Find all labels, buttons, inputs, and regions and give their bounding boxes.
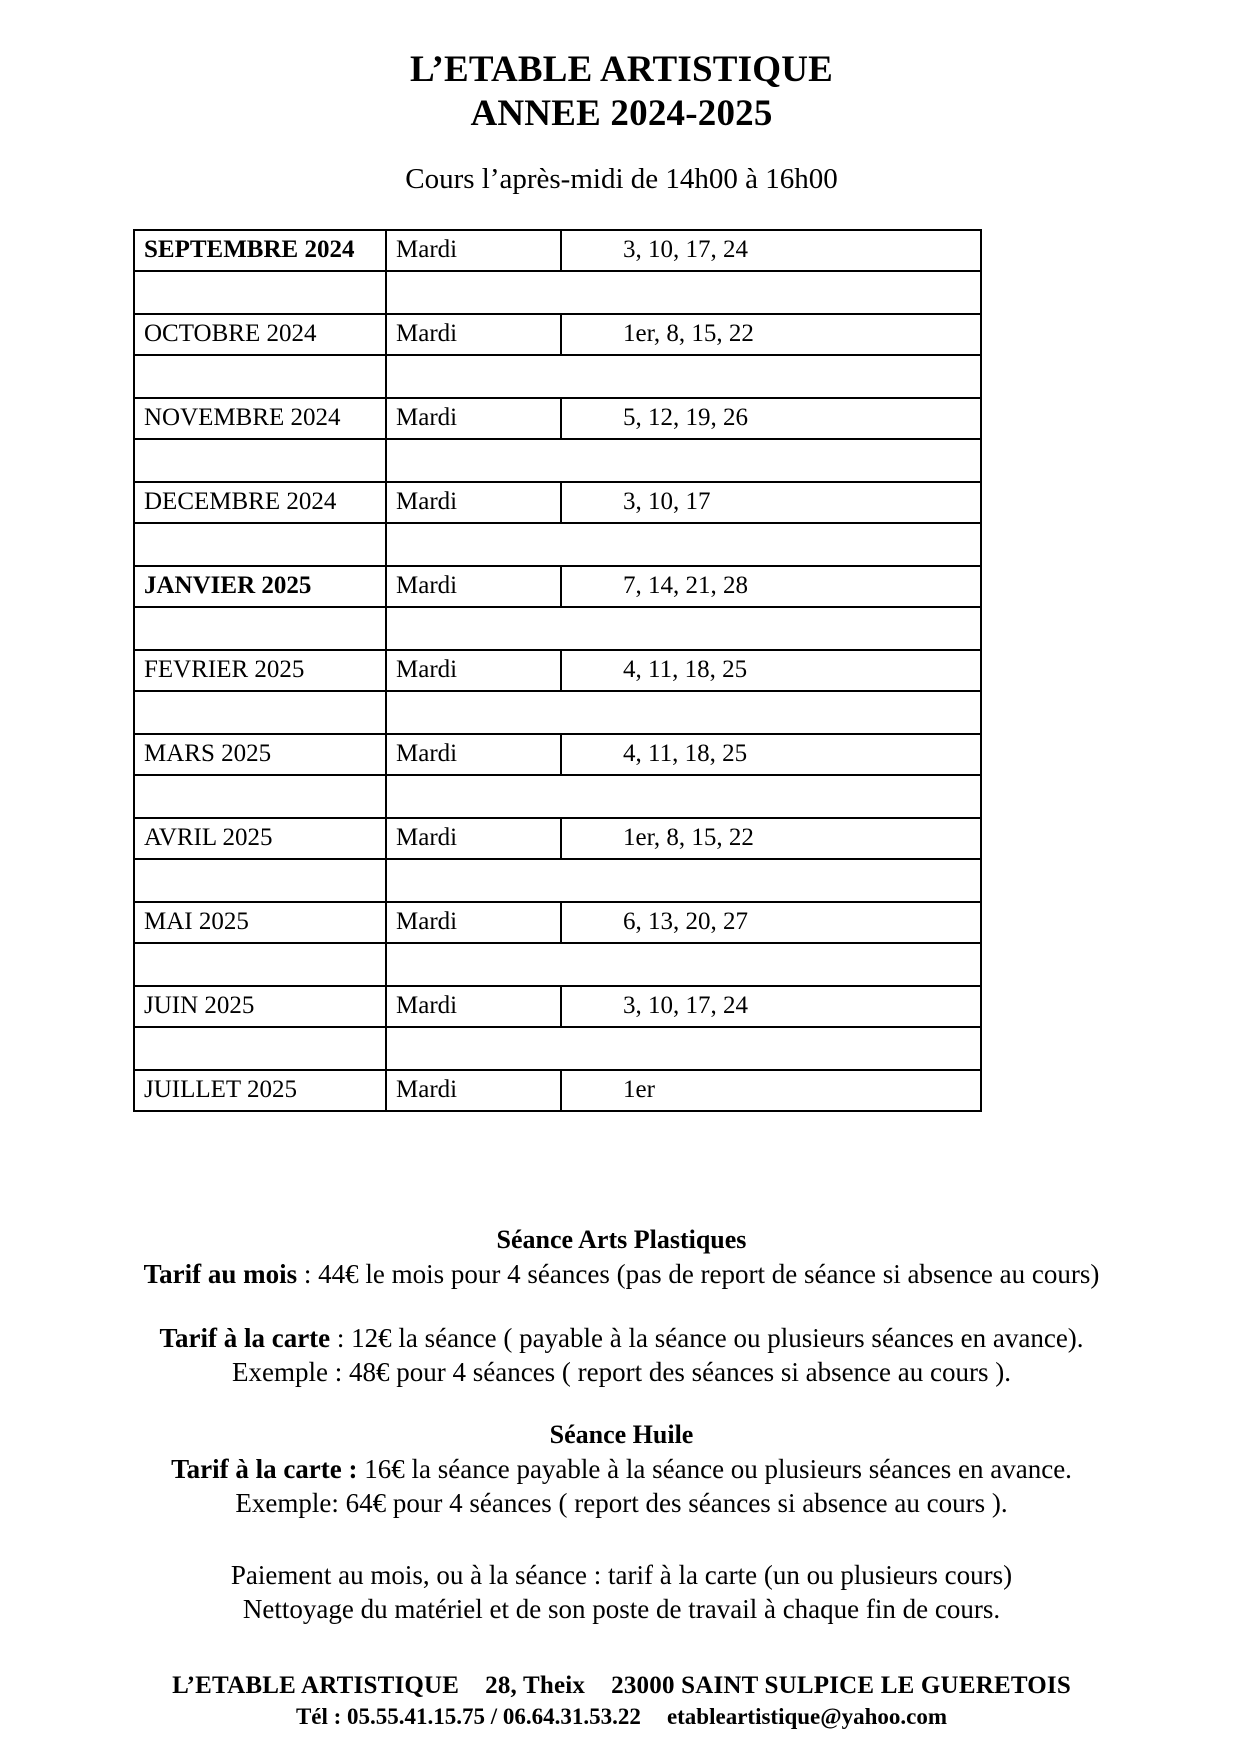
huile-carte-text: 16€ la séance payable à la séance ou plusieurs séances en avance. [357,1453,1072,1484]
footer-contact-line [0,1702,1243,1732]
spacer [0,1520,1243,1558]
weekday-cell: Mardi [386,1070,561,1111]
dates-cell [561,398,981,439]
month-cell: MAI 2025 [134,902,386,943]
footer-address: 28, Theix [485,1671,586,1699]
spacer-cell [134,859,386,902]
table-spacer-row [134,775,981,818]
schedule-table [133,229,982,1112]
dates-value: 1er [623,1076,655,1104]
table-spacer-row [134,271,981,314]
page-title [0,0,1243,135]
dates-cell [561,902,981,943]
table-spacer-row [134,607,981,650]
arts-plastiques-monthly-text: : 44€ le mois pour 4 séances (pas de report de séance si absence au cours) [297,1258,1100,1289]
footer-address-line [0,1670,1243,1703]
title-line-1: L’ETABLE ARTISTIQUE [409,49,834,90]
dates-cell [561,1070,981,1111]
spacer-cell [386,943,981,986]
arts-plastiques-monthly-rate [0,1257,1243,1291]
spacer [0,1389,1243,1419]
table-row [134,902,981,943]
table-row [134,314,981,355]
month-cell: DECEMBRE 2024 [134,482,386,523]
dates-cell [561,650,981,691]
table-spacer-row [134,943,981,986]
month-cell: OCTOBRE 2024 [134,314,386,355]
table-row [134,566,981,607]
spacer-cell [386,607,981,650]
dates-cell [561,482,981,523]
dates-value: 4, 11, 18, 25 [623,656,748,684]
month-cell: NOVEMBRE 2024 [134,398,386,439]
dates-value: 3, 10, 17, 24 [623,992,748,1020]
month-cell: JUIN 2025 [134,986,386,1027]
weekday-cell: Mardi [386,230,561,271]
spacer-cell [386,1027,981,1070]
huile-carte-rate [0,1452,1243,1486]
spacer-cell [134,439,386,482]
weekday-cell: Mardi [386,482,561,523]
table-row [134,986,981,1027]
table-row [134,650,981,691]
dates-value: 1er, 8, 15, 22 [623,320,754,348]
spacer-cell [134,775,386,818]
huile-example: Exemple: 64€ pour 4 séances ( report des séances si absence au cours ). [235,1487,1008,1518]
title-line-2: ANNEE 2024-2025 [470,92,773,134]
dates-value: 4, 11, 18, 25 [623,740,748,768]
table-row [134,1070,981,1111]
dates-cell [561,818,981,859]
month-cell: AVRIL 2025 [134,818,386,859]
table-spacer-row [134,859,981,902]
spacer-cell [134,943,386,986]
dates-value: 3, 10, 17, 24 [623,236,748,264]
dates-cell [561,734,981,775]
table-spacer-row [134,523,981,566]
spacer-cell [386,355,981,398]
dates-cell [561,566,981,607]
footer-org-name: L’ETABLE ARTISTIQUE [172,1671,460,1699]
spacer-cell [386,523,981,566]
payment-line-1: Paiement au mois, ou à la séance : tarif à la carte (un ou plusieurs cours) [230,1559,1013,1590]
weekday-cell: Mardi [386,398,561,439]
weekday-cell: Mardi [386,986,561,1027]
footer-email: etableartistique@yahoo.com [666,1704,948,1730]
dates-value: 3, 10, 17 [623,488,711,516]
month-cell: JANVIER 2025 [134,566,386,607]
table-spacer-row [134,355,981,398]
dates-cell [561,314,981,355]
weekday-cell: Mardi [386,734,561,775]
arts-plastiques-carte-label: Tarif à la carte [159,1322,331,1353]
table-row [134,818,981,859]
payment-line-2: Nettoyage du matériel et de son poste de travail à chaque fin de cours. [242,1593,1001,1624]
table-row [134,398,981,439]
schedule-table-wrapper [0,197,1243,1112]
spacer-cell [386,439,981,482]
arts-plastiques-carte-rate [0,1321,1243,1355]
spacer-cell [386,271,981,314]
dates-value: 5, 12, 19, 26 [623,404,748,432]
month-cell: FEVRIER 2025 [134,650,386,691]
table-row [134,734,981,775]
month-cell: JUILLET 2025 [134,1070,386,1111]
spacer-cell [134,523,386,566]
spacer-cell [134,271,386,314]
table-spacer-row [134,1027,981,1070]
dates-cell [561,986,981,1027]
spacer-cell [134,607,386,650]
month-cell: MARS 2025 [134,734,386,775]
arts-plastiques-example: Exemple : 48€ pour 4 séances ( report des séances si absence au cours ). [232,1356,1011,1387]
page-subtitle: Cours l’après-midi de 14h00 à 16h00 [405,163,838,196]
spacer-cell [386,691,981,734]
table-spacer-row [134,691,981,734]
spacer [0,1291,1243,1321]
weekday-cell: Mardi [386,314,561,355]
spacer-cell [386,859,981,902]
weekday-cell: Mardi [386,566,561,607]
dates-cell [561,230,981,271]
spacer-cell [134,691,386,734]
month-cell: SEPTEMBRE 2024 [134,230,386,271]
dates-value: 1er, 8, 15, 22 [623,824,754,852]
dates-value: 7, 14, 21, 28 [623,572,748,600]
table-spacer-row [134,439,981,482]
weekday-cell: Mardi [386,902,561,943]
footer-contact [0,1626,1243,1732]
spacer-cell [134,1027,386,1070]
huile-heading: Séance Huile [549,1419,694,1449]
arts-plastiques-heading: Séance Arts Plastiques [496,1225,747,1255]
spacer-cell [386,775,981,818]
arts-plastiques-carte-text: : 12€ la séance ( payable à la séance ou plusieurs séances en avance). [330,1322,1084,1353]
weekday-cell: Mardi [386,650,561,691]
pricing-notes [0,1112,1243,1626]
table-row [134,482,981,523]
huile-carte-label: Tarif à la carte : [171,1453,358,1484]
weekday-cell: Mardi [386,818,561,859]
footer-phone: Tél : 05.55.41.15.75 / 06.64.31.53.22 [295,1704,641,1730]
table-row [134,230,981,271]
dates-value: 6, 13, 20, 27 [623,908,748,936]
schedule-table-body [134,230,981,1111]
arts-plastiques-monthly-label: Tarif au mois [143,1258,298,1289]
footer-city: 23000 SAINT SULPICE LE GUERETOIS [611,1671,1071,1699]
spacer-cell [134,355,386,398]
